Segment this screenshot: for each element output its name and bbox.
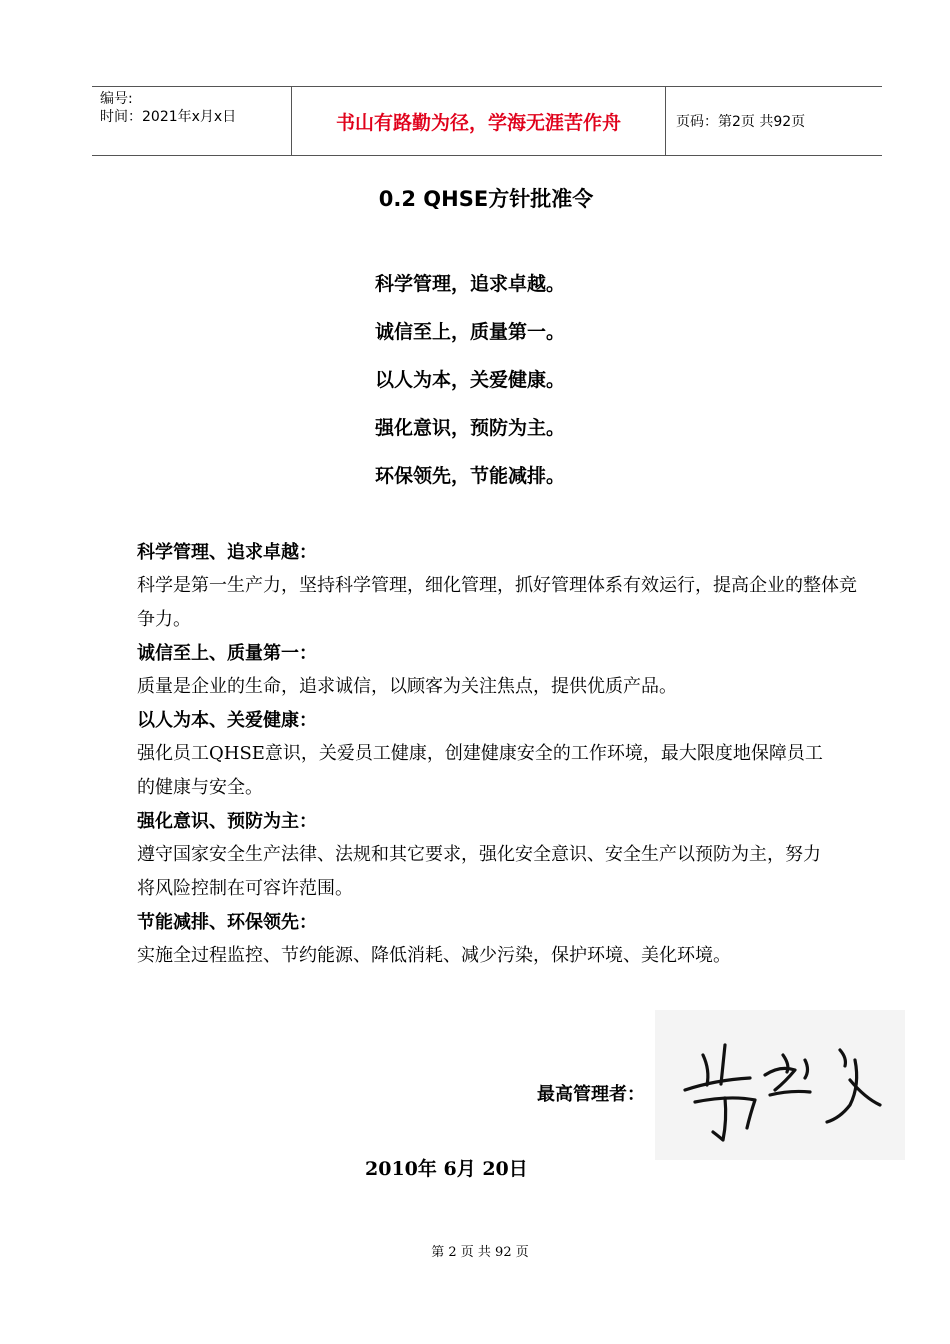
header-meta <box>92 87 292 155</box>
page-header <box>92 86 882 156</box>
policy-motto <box>375 270 565 510</box>
section-heading: 科学管理、追求卓越： <box>137 542 317 563</box>
section-heading: 以人为本、关爱健康： <box>137 710 317 731</box>
section-text: 实施全过程监控、节约能源、降低消耗、减少污染，保护环境、美化环境。 <box>137 945 731 966</box>
section-heading: 强化意识、预防为主： <box>137 811 317 832</box>
handwritten-signature <box>655 1010 905 1160</box>
section-heading: 节能减排、环保领先： <box>137 912 317 933</box>
motto-line: 强化意识，预防为主。 <box>375 417 566 439</box>
header-page-info: 页码：第2页 共92页 <box>676 114 806 130</box>
page-title: 0.2 QHSE方针批准令 <box>378 187 594 211</box>
section-heading: 诚信至上、质量第一： <box>137 643 317 664</box>
header-slogan: 书山有路勤为径，学海无涯苦作舟 <box>292 87 666 155</box>
motto-line: 诚信至上，质量第一。 <box>375 321 566 343</box>
motto-line: 以人为本，关爱健康。 <box>375 369 566 391</box>
policy-explanations <box>137 536 867 973</box>
section-text: 强化员工QHSE意识，关爱员工健康，创建健康安全的工作环境，最大限度地保障员工的健康与安全。 <box>137 743 823 798</box>
header-time-label: 时间：2021年x月x日 <box>100 109 237 125</box>
section-text: 质量是企业的生命，追求诚信，以顾客为关注焦点，提供优质产品。 <box>137 676 677 697</box>
section-text: 科学是第一生产力，坚持科学管理，细化管理，抓好管理体系有效运行，提高企业的整体竞争力。 <box>137 575 857 630</box>
motto-line: 科学管理，追求卓越。 <box>375 273 566 295</box>
motto-line: 环保领先，节能减排。 <box>375 465 566 487</box>
page-footer: 第 2 页 共 92 页 <box>431 1245 529 1260</box>
section-text: 遵守国家安全生产法律、法规和其它要求，强化安全意识、安全生产以预防为主，努力将风险控制在可容许范围。 <box>137 844 821 899</box>
header-number-label: 编号: <box>100 91 133 107</box>
signer-label: 最高管理者： <box>537 1084 645 1105</box>
approval-date: 2010年 6月 20日 <box>365 1158 528 1180</box>
